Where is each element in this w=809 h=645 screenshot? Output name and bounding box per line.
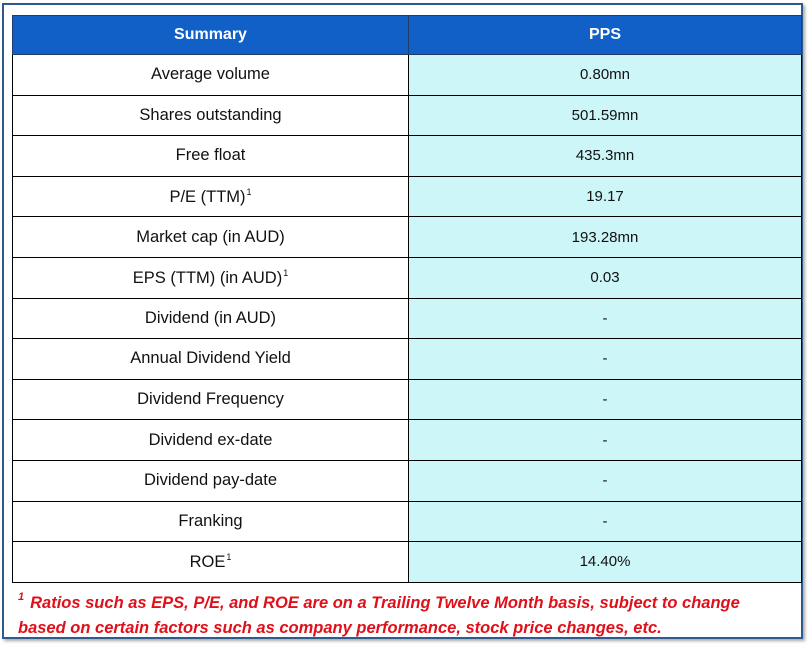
metric-cell xyxy=(13,136,409,177)
value-cell: 19.17 xyxy=(409,176,802,217)
header-summary: Summary xyxy=(13,16,409,55)
table-row xyxy=(13,542,802,583)
footnote-line-1: Ratios such as EPS, P/E, and ROE are on a Trailing Twelve Month basis, subject to change xyxy=(30,594,740,612)
metric-label: ROE xyxy=(189,552,226,571)
value-cell: - xyxy=(409,298,802,339)
table-row xyxy=(13,379,802,420)
metric-label: Dividend Frequency xyxy=(137,390,284,409)
metric-label: Dividend (in AUD) xyxy=(144,308,277,327)
metric-label: Annual Dividend Yield xyxy=(130,349,291,368)
metric-cell xyxy=(13,379,409,420)
metric-label: Free float xyxy=(175,146,246,165)
metric-cell xyxy=(13,460,409,501)
metric-label: Market cap (in AUD) xyxy=(136,227,285,246)
table-row xyxy=(13,55,802,96)
metric-cell xyxy=(13,95,409,136)
metric-label: Average volume xyxy=(151,65,270,84)
summary-table xyxy=(12,15,802,583)
metric-label: Dividend ex-date xyxy=(148,430,273,449)
table-row xyxy=(13,501,802,542)
value-cell: 435.3mn xyxy=(409,136,802,177)
footnote-ref: 1 xyxy=(226,551,232,562)
value-cell: 193.28mn xyxy=(409,217,802,258)
header-ticker: PPS xyxy=(409,16,802,55)
table-row xyxy=(13,257,802,298)
value-cell: - xyxy=(409,501,802,542)
footnote-ref: 1 xyxy=(283,267,289,278)
table-row xyxy=(13,420,802,461)
footnote xyxy=(18,585,798,641)
metric-cell xyxy=(13,542,409,583)
metric-cell xyxy=(13,55,409,96)
table-row xyxy=(13,176,802,217)
metric-label: P/E (TTM) xyxy=(169,187,246,206)
value-cell: 0.03 xyxy=(409,257,802,298)
value-cell: - xyxy=(409,339,802,380)
footnote-marker: 1 xyxy=(18,591,25,603)
metric-cell xyxy=(13,298,409,339)
table-row xyxy=(13,298,802,339)
metric-cell xyxy=(13,176,409,217)
metric-cell xyxy=(13,217,409,258)
table-header-row xyxy=(13,16,802,55)
summary-panel xyxy=(2,3,803,639)
metric-cell xyxy=(13,257,409,298)
metric-label: Franking xyxy=(178,511,243,530)
table-row xyxy=(13,460,802,501)
footnote-ref: 1 xyxy=(246,186,252,197)
table-row xyxy=(13,339,802,380)
table-body xyxy=(13,55,802,583)
footnote-line-2: based on certain factors such as company performance, stock price changes, etc. xyxy=(18,619,662,637)
value-cell: - xyxy=(409,420,802,461)
table-row xyxy=(13,136,802,177)
value-cell: - xyxy=(409,379,802,420)
metric-label: Shares outstanding xyxy=(139,105,282,124)
metric-cell xyxy=(13,339,409,380)
value-cell: 501.59mn xyxy=(409,95,802,136)
metric-label: Dividend pay-date xyxy=(144,471,277,490)
value-cell: - xyxy=(409,460,802,501)
value-cell: 14.40% xyxy=(409,542,802,583)
value-cell: 0.80mn xyxy=(409,55,802,96)
metric-cell xyxy=(13,420,409,461)
metric-label: EPS (TTM) (in AUD) xyxy=(132,268,283,287)
table-row xyxy=(13,217,802,258)
table-row xyxy=(13,95,802,136)
metric-cell xyxy=(13,501,409,542)
